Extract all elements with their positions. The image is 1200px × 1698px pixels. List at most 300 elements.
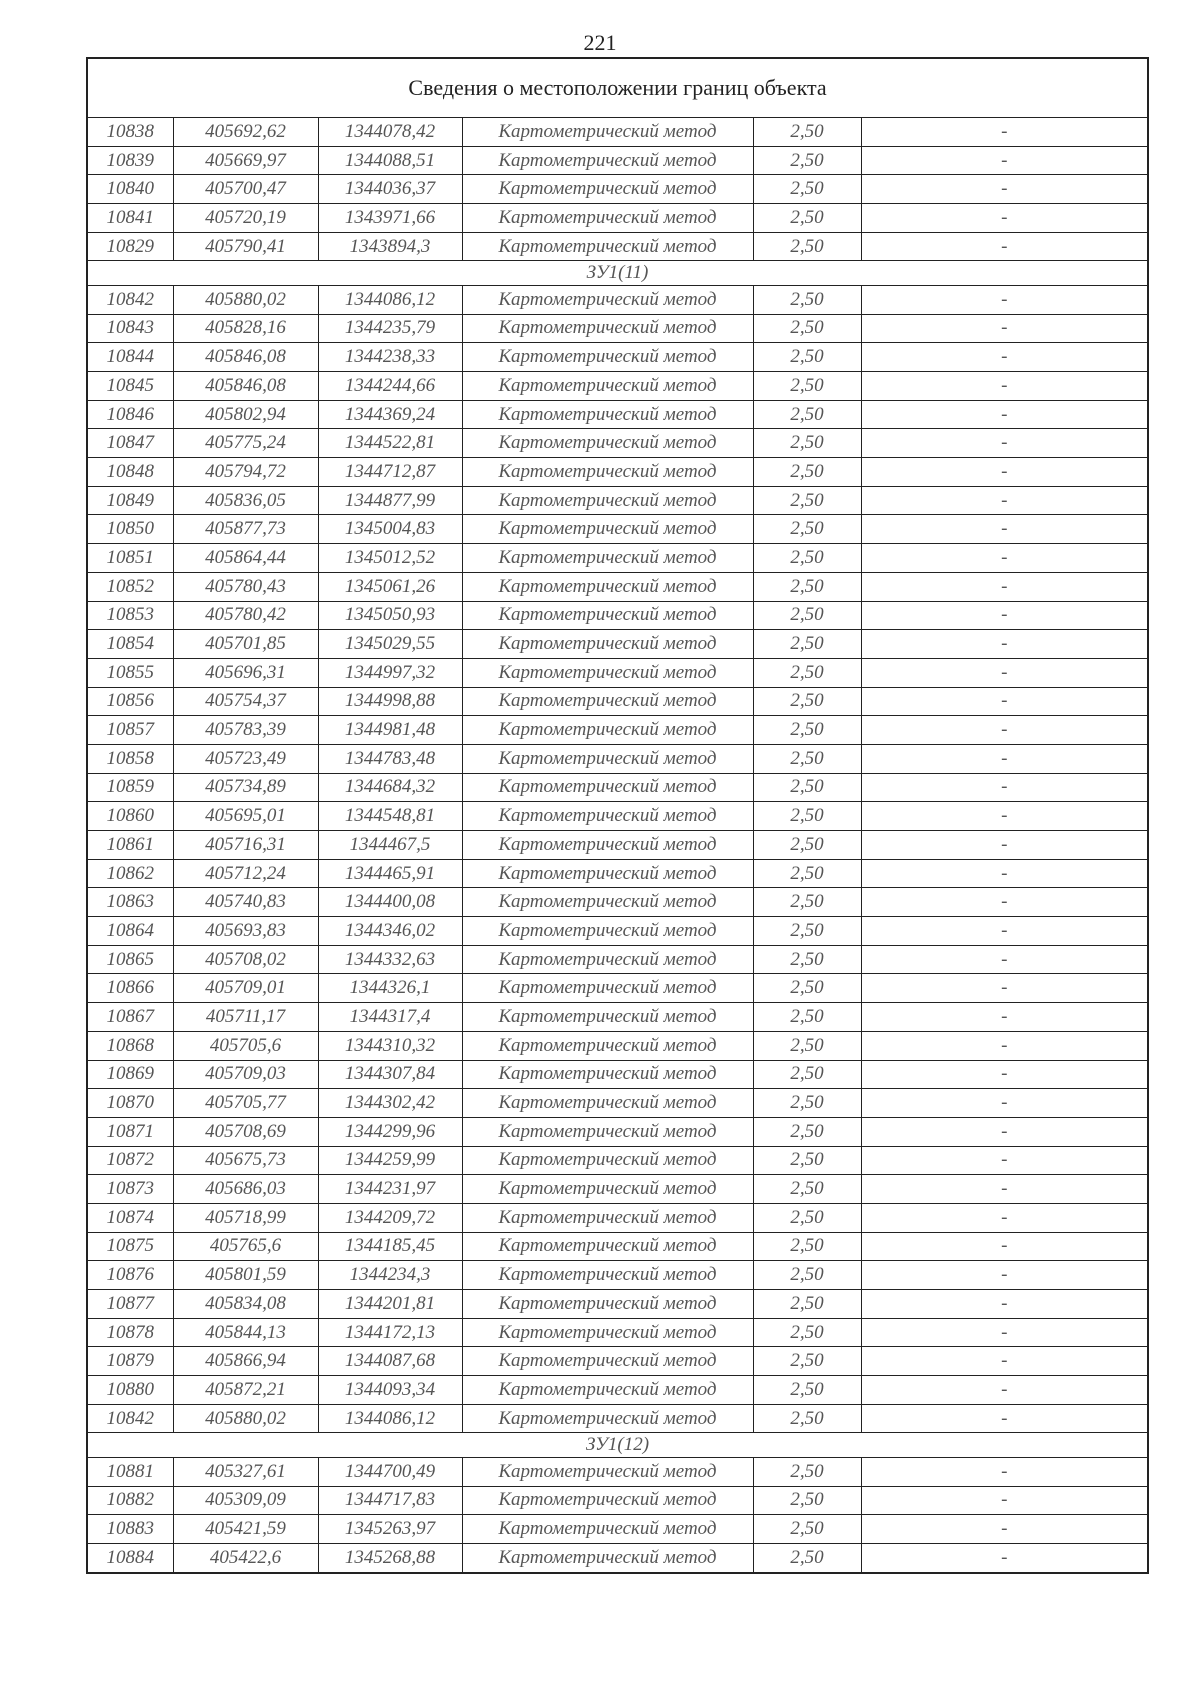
x-coordinate-cell: 405801,59 [173, 1261, 318, 1290]
method-cell: Картометрический метод [462, 1486, 753, 1515]
description-cell: - [861, 744, 1148, 773]
table-row [87, 773, 1148, 802]
method-cell: Картометрический метод [462, 831, 753, 860]
method-cell: Картометрический метод [462, 773, 753, 802]
accuracy-cell: 2,50 [753, 572, 861, 601]
description-cell: - [861, 285, 1148, 314]
accuracy-cell: 2,50 [753, 486, 861, 515]
point-number-cell: 10869 [87, 1060, 173, 1089]
point-number-cell: 10839 [87, 146, 173, 175]
method-cell: Картометрический метод [462, 314, 753, 343]
point-number-cell: 10879 [87, 1347, 173, 1376]
method-cell: Картометрический метод [462, 716, 753, 745]
point-number-cell: 10845 [87, 372, 173, 401]
method-cell: Картометрический метод [462, 572, 753, 601]
table-row [87, 285, 1148, 314]
table-row [87, 118, 1148, 147]
accuracy-cell: 2,50 [753, 831, 861, 860]
accuracy-cell: 2,50 [753, 1261, 861, 1290]
table-row [87, 630, 1148, 659]
description-cell: - [861, 232, 1148, 261]
section-header-row [87, 261, 1148, 286]
accuracy-cell: 2,50 [753, 232, 861, 261]
y-coordinate-cell: 1344201,81 [318, 1290, 462, 1319]
point-number-cell: 10881 [87, 1457, 173, 1486]
y-coordinate-cell: 1344299,96 [318, 1117, 462, 1146]
x-coordinate-cell: 405693,83 [173, 917, 318, 946]
point-number-cell: 10848 [87, 458, 173, 487]
boundary-coordinates-table [86, 57, 1149, 1574]
accuracy-cell: 2,50 [753, 859, 861, 888]
x-coordinate-cell: 405705,6 [173, 1031, 318, 1060]
y-coordinate-cell: 1344522,81 [318, 429, 462, 458]
accuracy-cell: 2,50 [753, 1089, 861, 1118]
table-row [87, 945, 1148, 974]
y-coordinate-cell: 1344234,3 [318, 1261, 462, 1290]
y-coordinate-cell: 1345263,97 [318, 1515, 462, 1544]
x-coordinate-cell: 405872,21 [173, 1376, 318, 1405]
point-number-cell: 10849 [87, 486, 173, 515]
x-coordinate-cell: 405695,01 [173, 802, 318, 831]
point-number-cell: 10851 [87, 544, 173, 573]
method-cell: Картометрический метод [462, 1031, 753, 1060]
accuracy-cell: 2,50 [753, 716, 861, 745]
method-cell: Картометрический метод [462, 1060, 753, 1089]
method-cell: Картометрический метод [462, 1117, 753, 1146]
y-coordinate-cell: 1344078,42 [318, 118, 462, 147]
table-row [87, 1318, 1148, 1347]
table-row [87, 1544, 1148, 1573]
point-number-cell: 10882 [87, 1486, 173, 1515]
description-cell: - [861, 802, 1148, 831]
method-cell: Картометрический метод [462, 945, 753, 974]
x-coordinate-cell: 405712,24 [173, 859, 318, 888]
method-cell: Картометрический метод [462, 285, 753, 314]
y-coordinate-cell: 1344346,02 [318, 917, 462, 946]
accuracy-cell: 2,50 [753, 1376, 861, 1405]
point-number-cell: 10829 [87, 232, 173, 261]
description-cell: - [861, 831, 1148, 860]
table-row [87, 831, 1148, 860]
table-row [87, 1175, 1148, 1204]
accuracy-cell: 2,50 [753, 1347, 861, 1376]
description-cell: - [861, 343, 1148, 372]
method-cell: Картометрический метод [462, 146, 753, 175]
table-row [87, 458, 1148, 487]
table-row [87, 429, 1148, 458]
table-row [87, 1003, 1148, 1032]
point-number-cell: 10857 [87, 716, 173, 745]
table-row [87, 658, 1148, 687]
y-coordinate-cell: 1344326,1 [318, 974, 462, 1003]
point-number-cell: 10847 [87, 429, 173, 458]
x-coordinate-cell: 405783,39 [173, 716, 318, 745]
table-row [87, 802, 1148, 831]
description-cell: - [861, 888, 1148, 917]
x-coordinate-cell: 405669,97 [173, 146, 318, 175]
description-cell: - [861, 1457, 1148, 1486]
accuracy-cell: 2,50 [753, 1515, 861, 1544]
accuracy-cell: 2,50 [753, 1060, 861, 1089]
y-coordinate-cell: 1345061,26 [318, 572, 462, 601]
point-number-cell: 10843 [87, 314, 173, 343]
accuracy-cell: 2,50 [753, 773, 861, 802]
method-cell: Картометрический метод [462, 744, 753, 773]
point-number-cell: 10873 [87, 1175, 173, 1204]
table-row [87, 314, 1148, 343]
y-coordinate-cell: 1344209,72 [318, 1203, 462, 1232]
x-coordinate-cell: 405711,17 [173, 1003, 318, 1032]
x-coordinate-cell: 405844,13 [173, 1318, 318, 1347]
x-coordinate-cell: 405780,42 [173, 601, 318, 630]
description-cell: - [861, 1290, 1148, 1319]
description-cell: - [861, 1089, 1148, 1118]
accuracy-cell: 2,50 [753, 1003, 861, 1032]
accuracy-cell: 2,50 [753, 601, 861, 630]
y-coordinate-cell: 1344332,63 [318, 945, 462, 974]
method-cell: Картометрический метод [462, 658, 753, 687]
method-cell: Картометрический метод [462, 1290, 753, 1319]
point-number-cell: 10855 [87, 658, 173, 687]
x-coordinate-cell: 405802,94 [173, 400, 318, 429]
method-cell: Картометрический метод [462, 687, 753, 716]
method-cell: Картометрический метод [462, 343, 753, 372]
description-cell: - [861, 1146, 1148, 1175]
description-cell: - [861, 544, 1148, 573]
accuracy-cell: 2,50 [753, 285, 861, 314]
x-coordinate-cell: 405734,89 [173, 773, 318, 802]
method-cell: Картометрический метод [462, 1544, 753, 1573]
x-coordinate-cell: 405421,59 [173, 1515, 318, 1544]
accuracy-cell: 2,50 [753, 544, 861, 573]
description-cell: - [861, 1203, 1148, 1232]
table-title-row [87, 58, 1148, 118]
method-cell: Картометрический метод [462, 372, 753, 401]
accuracy-cell: 2,50 [753, 1318, 861, 1347]
accuracy-cell: 2,50 [753, 118, 861, 147]
table-row [87, 1290, 1148, 1319]
table-row [87, 1486, 1148, 1515]
method-cell: Картометрический метод [462, 458, 753, 487]
point-number-cell: 10872 [87, 1146, 173, 1175]
table-row [87, 232, 1148, 261]
accuracy-cell: 2,50 [753, 1290, 861, 1319]
point-number-cell: 10840 [87, 175, 173, 204]
point-number-cell: 10865 [87, 945, 173, 974]
description-cell: - [861, 175, 1148, 204]
table-row [87, 1261, 1148, 1290]
method-cell: Картометрический метод [462, 1347, 753, 1376]
y-coordinate-cell: 1343971,66 [318, 204, 462, 233]
method-cell: Картометрический метод [462, 601, 753, 630]
y-coordinate-cell: 1344712,87 [318, 458, 462, 487]
x-coordinate-cell: 405775,24 [173, 429, 318, 458]
accuracy-cell: 2,50 [753, 204, 861, 233]
accuracy-cell: 2,50 [753, 1404, 861, 1433]
table-row [87, 1404, 1148, 1433]
accuracy-cell: 2,50 [753, 974, 861, 1003]
point-number-cell: 10859 [87, 773, 173, 802]
point-number-cell: 10861 [87, 831, 173, 860]
point-number-cell: 10854 [87, 630, 173, 659]
method-cell: Картометрический метод [462, 118, 753, 147]
y-coordinate-cell: 1344259,99 [318, 1146, 462, 1175]
description-cell: - [861, 372, 1148, 401]
x-coordinate-cell: 405709,01 [173, 974, 318, 1003]
accuracy-cell: 2,50 [753, 400, 861, 429]
section-label: ЗУ1(12) [87, 1433, 1148, 1458]
x-coordinate-cell: 405309,09 [173, 1486, 318, 1515]
x-coordinate-cell: 405708,69 [173, 1117, 318, 1146]
y-coordinate-cell: 1344087,68 [318, 1347, 462, 1376]
table-row [87, 544, 1148, 573]
point-number-cell: 10884 [87, 1544, 173, 1573]
y-coordinate-cell: 1344877,99 [318, 486, 462, 515]
table-row [87, 1457, 1148, 1486]
y-coordinate-cell: 1344244,66 [318, 372, 462, 401]
point-number-cell: 10841 [87, 204, 173, 233]
page-number: 221 [583, 30, 617, 55]
y-coordinate-cell: 1344684,32 [318, 773, 462, 802]
accuracy-cell: 2,50 [753, 1232, 861, 1261]
accuracy-cell: 2,50 [753, 515, 861, 544]
table-row [87, 1232, 1148, 1261]
method-cell: Картометрический метод [462, 1261, 753, 1290]
table-title: Сведения о местоположении границ объекта [87, 58, 1148, 118]
method-cell: Картометрический метод [462, 1232, 753, 1261]
description-cell: - [861, 572, 1148, 601]
y-coordinate-cell: 1343894,3 [318, 232, 462, 261]
x-coordinate-cell: 405866,94 [173, 1347, 318, 1376]
accuracy-cell: 2,50 [753, 146, 861, 175]
section-label: ЗУ1(11) [87, 261, 1148, 286]
y-coordinate-cell: 1344172,13 [318, 1318, 462, 1347]
y-coordinate-cell: 1345050,93 [318, 601, 462, 630]
table-row [87, 1203, 1148, 1232]
description-cell: - [861, 601, 1148, 630]
section-header-row [87, 1433, 1148, 1458]
description-cell: - [861, 314, 1148, 343]
x-coordinate-cell: 405692,62 [173, 118, 318, 147]
y-coordinate-cell: 1344981,48 [318, 716, 462, 745]
description-cell: - [861, 515, 1148, 544]
description-cell: - [861, 859, 1148, 888]
y-coordinate-cell: 1344088,51 [318, 146, 462, 175]
description-cell: - [861, 458, 1148, 487]
y-coordinate-cell: 1344548,81 [318, 802, 462, 831]
description-cell: - [861, 1175, 1148, 1204]
accuracy-cell: 2,50 [753, 744, 861, 773]
y-coordinate-cell: 1345012,52 [318, 544, 462, 573]
x-coordinate-cell: 405790,41 [173, 232, 318, 261]
accuracy-cell: 2,50 [753, 429, 861, 458]
x-coordinate-cell: 405327,61 [173, 1457, 318, 1486]
y-coordinate-cell: 1344302,42 [318, 1089, 462, 1118]
x-coordinate-cell: 405686,03 [173, 1175, 318, 1204]
x-coordinate-cell: 405700,47 [173, 175, 318, 204]
method-cell: Картометрический метод [462, 1376, 753, 1405]
y-coordinate-cell: 1344238,33 [318, 343, 462, 372]
point-number-cell: 10842 [87, 285, 173, 314]
y-coordinate-cell: 1344310,32 [318, 1031, 462, 1060]
method-cell: Картометрический метод [462, 429, 753, 458]
table-row [87, 1347, 1148, 1376]
y-coordinate-cell: 1344998,88 [318, 687, 462, 716]
x-coordinate-cell: 405828,16 [173, 314, 318, 343]
description-cell: - [861, 945, 1148, 974]
table-row [87, 175, 1148, 204]
x-coordinate-cell: 405701,85 [173, 630, 318, 659]
point-number-cell: 10863 [87, 888, 173, 917]
y-coordinate-cell: 1345268,88 [318, 1544, 462, 1573]
point-number-cell: 10871 [87, 1117, 173, 1146]
table-row [87, 1089, 1148, 1118]
y-coordinate-cell: 1344717,83 [318, 1486, 462, 1515]
description-cell: - [861, 486, 1148, 515]
table-row [87, 716, 1148, 745]
x-coordinate-cell: 405708,02 [173, 945, 318, 974]
method-cell: Картометрический метод [462, 515, 753, 544]
y-coordinate-cell: 1344465,91 [318, 859, 462, 888]
accuracy-cell: 2,50 [753, 343, 861, 372]
table-row [87, 687, 1148, 716]
accuracy-cell: 2,50 [753, 1486, 861, 1515]
point-number-cell: 10883 [87, 1515, 173, 1544]
description-cell: - [861, 974, 1148, 1003]
x-coordinate-cell: 405846,08 [173, 372, 318, 401]
y-coordinate-cell: 1344235,79 [318, 314, 462, 343]
method-cell: Картометрический метод [462, 859, 753, 888]
point-number-cell: 10852 [87, 572, 173, 601]
description-cell: - [861, 658, 1148, 687]
description-cell: - [861, 630, 1148, 659]
description-cell: - [861, 400, 1148, 429]
y-coordinate-cell: 1344317,4 [318, 1003, 462, 1032]
table-row [87, 974, 1148, 1003]
accuracy-cell: 2,50 [753, 1117, 861, 1146]
description-cell: - [861, 1544, 1148, 1573]
y-coordinate-cell: 1345004,83 [318, 515, 462, 544]
description-cell: - [861, 118, 1148, 147]
table-row [87, 744, 1148, 773]
point-number-cell: 10880 [87, 1376, 173, 1405]
method-cell: Картометрический метод [462, 802, 753, 831]
accuracy-cell: 2,50 [753, 1031, 861, 1060]
description-cell: - [861, 1404, 1148, 1433]
method-cell: Картометрический метод [462, 486, 753, 515]
point-number-cell: 10846 [87, 400, 173, 429]
table-row [87, 1031, 1148, 1060]
method-cell: Картометрический метод [462, 1457, 753, 1486]
y-coordinate-cell: 1344185,45 [318, 1232, 462, 1261]
y-coordinate-cell: 1344307,84 [318, 1060, 462, 1089]
x-coordinate-cell: 405765,6 [173, 1232, 318, 1261]
y-coordinate-cell: 1344700,49 [318, 1457, 462, 1486]
accuracy-cell: 2,50 [753, 658, 861, 687]
description-cell: - [861, 1318, 1148, 1347]
x-coordinate-cell: 405718,99 [173, 1203, 318, 1232]
y-coordinate-cell: 1344231,97 [318, 1175, 462, 1204]
x-coordinate-cell: 405846,08 [173, 343, 318, 372]
x-coordinate-cell: 405720,19 [173, 204, 318, 233]
description-cell: - [861, 716, 1148, 745]
method-cell: Картометрический метод [462, 1175, 753, 1204]
point-number-cell: 10853 [87, 601, 173, 630]
table-row [87, 343, 1148, 372]
table-row [87, 917, 1148, 946]
description-cell: - [861, 1003, 1148, 1032]
point-number-cell: 10877 [87, 1290, 173, 1319]
description-cell: - [861, 1261, 1148, 1290]
method-cell: Картометрический метод [462, 974, 753, 1003]
description-cell: - [861, 1376, 1148, 1405]
accuracy-cell: 2,50 [753, 945, 861, 974]
x-coordinate-cell: 405675,73 [173, 1146, 318, 1175]
accuracy-cell: 2,50 [753, 372, 861, 401]
description-cell: - [861, 1232, 1148, 1261]
x-coordinate-cell: 405877,73 [173, 515, 318, 544]
accuracy-cell: 2,50 [753, 687, 861, 716]
x-coordinate-cell: 405836,05 [173, 486, 318, 515]
method-cell: Картометрический метод [462, 888, 753, 917]
description-cell: - [861, 1060, 1148, 1089]
y-coordinate-cell: 1344086,12 [318, 1404, 462, 1433]
x-coordinate-cell: 405422,6 [173, 1544, 318, 1573]
x-coordinate-cell: 405705,77 [173, 1089, 318, 1118]
table-row [87, 859, 1148, 888]
description-cell: - [861, 204, 1148, 233]
x-coordinate-cell: 405716,31 [173, 831, 318, 860]
description-cell: - [861, 1515, 1148, 1544]
table-row [87, 372, 1148, 401]
x-coordinate-cell: 405709,03 [173, 1060, 318, 1089]
y-coordinate-cell: 1344997,32 [318, 658, 462, 687]
table-row [87, 204, 1148, 233]
x-coordinate-cell: 405696,31 [173, 658, 318, 687]
method-cell: Картометрический метод [462, 1318, 753, 1347]
accuracy-cell: 2,50 [753, 802, 861, 831]
point-number-cell: 10868 [87, 1031, 173, 1060]
method-cell: Картометрический метод [462, 1515, 753, 1544]
table-row [87, 1376, 1148, 1405]
point-number-cell: 10866 [87, 974, 173, 1003]
description-cell: - [861, 1347, 1148, 1376]
point-number-cell: 10842 [87, 1404, 173, 1433]
y-coordinate-cell: 1344369,24 [318, 400, 462, 429]
method-cell: Картометрический метод [462, 1089, 753, 1118]
point-number-cell: 10844 [87, 343, 173, 372]
y-coordinate-cell: 1344467,5 [318, 831, 462, 860]
accuracy-cell: 2,50 [753, 175, 861, 204]
point-number-cell: 10858 [87, 744, 173, 773]
method-cell: Картометрический метод [462, 917, 753, 946]
x-coordinate-cell: 405723,49 [173, 744, 318, 773]
y-coordinate-cell: 1344086,12 [318, 285, 462, 314]
table-row [87, 1060, 1148, 1089]
accuracy-cell: 2,50 [753, 458, 861, 487]
description-cell: - [861, 773, 1148, 802]
y-coordinate-cell: 1344400,08 [318, 888, 462, 917]
table-row [87, 601, 1148, 630]
x-coordinate-cell: 405880,02 [173, 1404, 318, 1433]
description-cell: - [861, 429, 1148, 458]
point-number-cell: 10867 [87, 1003, 173, 1032]
method-cell: Картометрический метод [462, 544, 753, 573]
accuracy-cell: 2,50 [753, 1457, 861, 1486]
accuracy-cell: 2,50 [753, 917, 861, 946]
table-row [87, 486, 1148, 515]
accuracy-cell: 2,50 [753, 1544, 861, 1573]
